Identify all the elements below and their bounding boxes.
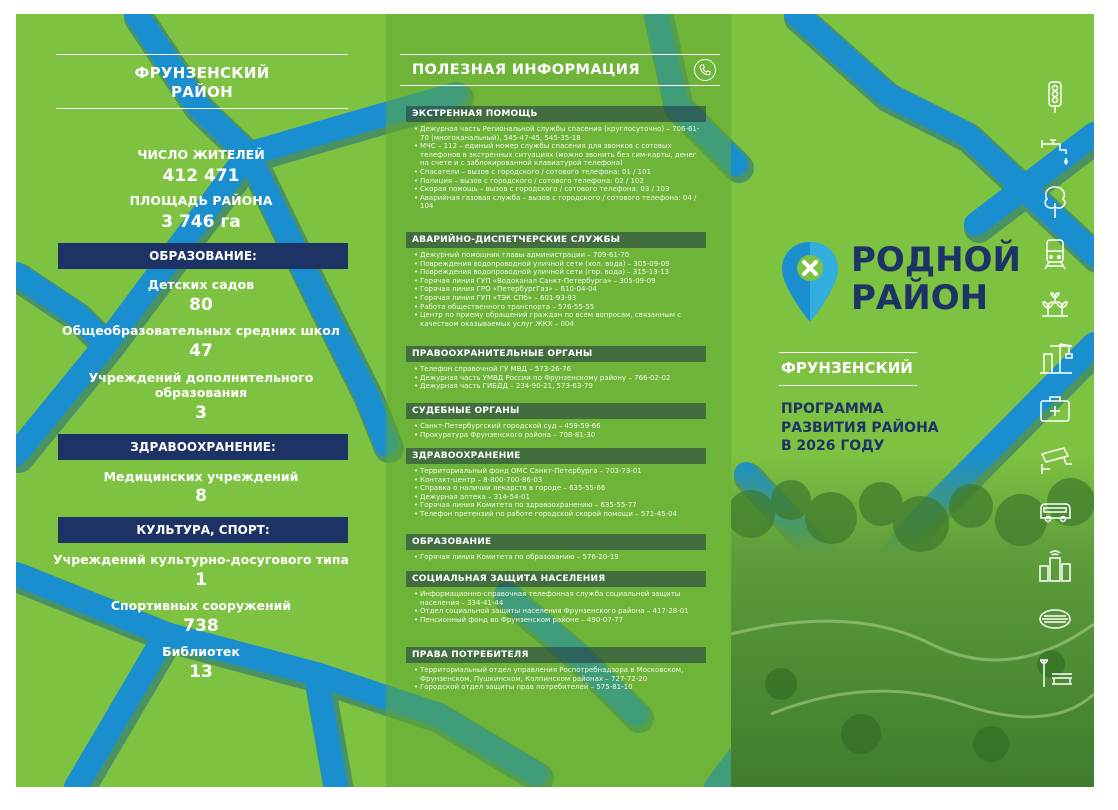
info-section-list: [406, 422, 706, 439]
info-section-header: АВАРИЙНО-ДИСПЕТЧЕРСКИЕ СЛУЖБЫ: [406, 232, 706, 248]
info-item: • Дежурная аптека – 314-54-01: [414, 493, 706, 502]
medical-label: Медицинских учреждений: [103, 469, 299, 484]
brochure-sheet: [16, 14, 1094, 787]
program-title-line1: ПРОГРАММА: [781, 401, 884, 417]
train-icon: [1036, 236, 1074, 270]
info-item: • МЧС – 112 – единый номер службы спасения для звонков с сотовых телефонов в экстренных ситуациях (можно звонить без сим-карты, денег на счете и с заблокированной клавиатурой телефона): [414, 142, 706, 168]
info-item: • Повреждения водопроводной уличной сети (гор. вода) – 315-13-13: [414, 268, 706, 277]
info-section-list: [406, 365, 706, 391]
culture-value: 1: [195, 570, 207, 590]
bus-icon: [1036, 496, 1074, 530]
info-section-header: ЗДРАВООХРАНЕНИЕ: [406, 448, 706, 464]
info-section: [406, 571, 706, 624]
info-section-list: [406, 666, 706, 692]
extra-education-label-line1: Учреждений дополнительного: [88, 370, 314, 385]
district-title: [56, 54, 348, 109]
info-section: [406, 232, 706, 328]
useful-info-panel: [386, 14, 731, 787]
info-item: • Контакт-центр – 8-800-700-86-03: [414, 476, 706, 485]
info-section: [406, 403, 706, 439]
medical-value: 8: [195, 486, 207, 506]
info-item: • Пенсионный фонд во Фрунзенском районе – 490-07-77: [414, 616, 706, 625]
info-item: • Горячая линия ГУП «ТЭК СПб» – 601-93-93: [414, 294, 706, 303]
info-section: [406, 534, 706, 562]
schools-value: 47: [189, 341, 213, 361]
info-item: • Горячая линия Комитета по образованию – 576-20-19: [414, 553, 706, 562]
info-section-header: ПРАВООХРАНИТЕЛЬНЫЕ ОРГАНЫ: [406, 346, 706, 362]
phone-icon: [694, 59, 716, 81]
rodnoy-rayon-logo: [779, 236, 1029, 326]
sport-value: 738: [183, 616, 219, 636]
info-item: • Справка о наличии лекарств в городе – 635-55-66: [414, 484, 706, 493]
cover-panel: [731, 14, 1094, 787]
kindergartens-value: 80: [189, 295, 213, 315]
water-tap-icon: [1036, 134, 1074, 168]
street-lamp-bench-icon: [1036, 654, 1074, 688]
area-value: 3 746 га: [161, 212, 241, 232]
library-value: 13: [189, 662, 213, 682]
info-section-header: ПРАВА ПОТРЕБИТЕЛЯ: [406, 647, 706, 663]
info-item: • Информационно-справочная телефонная служба социальной защиты населения – 334-41-44: [414, 590, 706, 607]
info-item: • Телефон претензий по работе городской скорой помощи – 571-45-04: [414, 510, 706, 519]
info-section-header: СУДЕБНЫЕ ОРГАНЫ: [406, 403, 706, 419]
map-pin-icon: [779, 240, 841, 324]
info-section-list: [406, 590, 706, 624]
sport-label: Спортивных сооружений: [110, 598, 292, 613]
culture-header: КУЛЬТУРА, СПОРТ:: [58, 517, 348, 543]
logo-text-line2: РАЙОН: [851, 278, 989, 318]
info-item: • Горячая линия ГРО «ПетербургГаз» – 610-04-04: [414, 285, 706, 294]
education-header: ОБРАЗОВАНИЕ:: [58, 243, 348, 269]
info-item: • Горячая линия ГУП «Водоканал Санкт-Петербурга» – 305-09-09: [414, 277, 706, 286]
info-section-header: ОБРАЗОВАНИЕ: [406, 534, 706, 550]
culture-label: Учреждений культурно-досугового типа: [52, 552, 349, 567]
info-item: • Дежурный помощник главы администрации – 709-61-70: [414, 251, 706, 260]
library-label: Библиотек: [162, 644, 240, 659]
info-item: • Работа общественного транспорта – 576-55-55: [414, 303, 706, 312]
program-title: [781, 400, 939, 456]
extra-education-label-line2: образования: [154, 385, 248, 400]
district-title-line1: ФРУНЗЕНСКИЙ: [134, 64, 270, 82]
info-item: • Дежурная часть УМВД России по Фрунзенскому району – 766-02-02: [414, 374, 706, 383]
population-value: 412 471: [162, 166, 240, 186]
info-section-list: [406, 125, 706, 211]
area-label: ПЛОЩАДЬ РАЙОНА: [129, 193, 273, 208]
info-item: • Телефон справочной ГУ МВД – 573-26-76: [414, 365, 706, 374]
info-item: • Горячая линия Комитета по здравоохранению – 635-55-77: [414, 501, 706, 510]
info-item: • Полиция – вызов с городского / сотового телефона: 02 / 102: [414, 177, 706, 186]
info-section-header: СОЦИАЛЬНАЯ ЗАЩИТА НАСЕЛЕНИЯ: [406, 571, 706, 587]
info-item: • Скорая помощь – вызов с городского / сотового телефона: 03 / 103: [414, 185, 706, 194]
first-aid-kit-icon: [1036, 392, 1074, 426]
schools-label: Общеобразовательных средних школ: [62, 323, 340, 338]
info-section-list: [406, 553, 706, 562]
info-item: • Прокуратура Фрунзенского района – 708-81-30: [414, 431, 706, 440]
construction-crane-icon: [1036, 340, 1074, 374]
info-section: [406, 106, 706, 211]
info-item: • Дежурная часть ГИБДД – 234-90-21, 573-63-79: [414, 382, 706, 391]
info-item: • Отдел социальной защиты населения Фрунзенского района – 417-28-01: [414, 607, 706, 616]
info-item: • Повреждения водопроводной уличной сети (хол. вода) – 305-09-09: [414, 260, 706, 269]
extra-education-value: 3: [195, 403, 207, 423]
info-section: [406, 346, 706, 391]
stats-panel: [16, 14, 386, 787]
population-label: ЧИСЛО ЖИТЕЛЕЙ: [137, 147, 265, 162]
info-section-header: ЭКСТРЕННАЯ ПОМОЩЬ: [406, 106, 706, 122]
info-section: [406, 448, 706, 519]
info-item: • Аварийная газовая служба – вызов с городского / сотового телефона: 04 / 104: [414, 194, 706, 211]
program-title-line2: РАЗВИТИЯ РАЙОНА: [781, 419, 939, 436]
logo-text-line1: РОДНОЙ: [851, 240, 1021, 280]
info-item: • Спасатели – вызов с городского / сотового телефона: 01 / 101: [414, 168, 706, 177]
district-name: ФРУНЗЕНСКИЙ: [779, 352, 917, 386]
info-section: [406, 647, 706, 692]
cctv-camera-icon: [1036, 444, 1074, 478]
health-header: ЗДРАВООХРАНЕНИЕ:: [58, 434, 348, 460]
useful-info-title-text: ПОЛЕЗНАЯ ИНФОРМАЦИЯ: [412, 62, 640, 78]
useful-info-title: [400, 54, 720, 86]
district-title-line2: РАЙОН: [171, 83, 233, 101]
info-item: • Центр по приему обращений граждан по всем вопросам, связанным с качеством оказываемых услуг ЖКХ – 004: [414, 311, 706, 328]
info-item: • Территориальный фонд ОМС Санкт-Петербурга – 703-73-01: [414, 467, 706, 476]
tree-icon: [1036, 185, 1074, 219]
info-section-list: [406, 467, 706, 519]
program-title-line3: В 2026 ГОДУ: [781, 438, 885, 454]
info-item: • Санкт-Петербургский городской суд – 459-59-66: [414, 422, 706, 431]
info-item: • Городской отдел защиты прав потребителей – 575-81-10: [414, 683, 706, 692]
sprouts-icon: [1036, 288, 1074, 322]
city-wifi-icon: [1036, 548, 1074, 582]
kindergartens-label: Детских садов: [147, 277, 255, 292]
info-section-list: [406, 251, 706, 328]
info-item: • Дежурная часть Региональной службы спасения (круглосуточно) – 706-61-70 (многоканальный), 545-47-45, 545-35-18: [414, 125, 706, 142]
info-item: • Территориальный отдел управления Роспотребнадзора в Московском, Фрунзенском, Пушкинском, Колпинском районах – 727-72-20: [414, 666, 706, 683]
traffic-light-icon: [1036, 80, 1074, 114]
manhole-icon: [1036, 602, 1074, 636]
